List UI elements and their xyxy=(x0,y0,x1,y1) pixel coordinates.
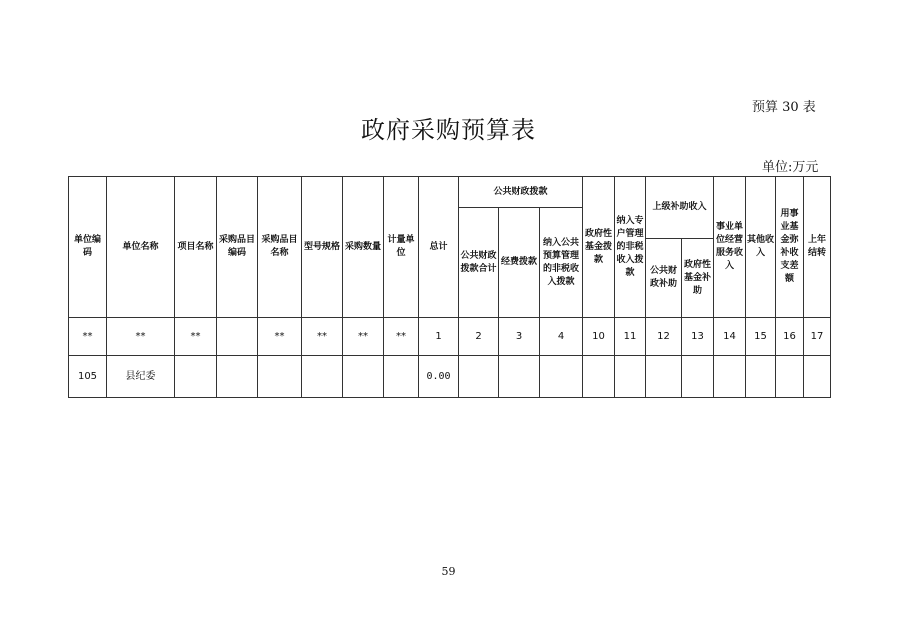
cell-other-income xyxy=(746,356,776,398)
col-item-name: 采购品目名称 xyxy=(258,177,302,318)
cell-measure-unit xyxy=(384,356,419,398)
cell-unit-name: 县纪委 xyxy=(107,356,175,398)
col-gov-fund-subsidy: 政府性基金补助 xyxy=(682,239,714,318)
col-group-public-finance: 公共财政拨款 xyxy=(459,177,583,208)
cell-public-finance-total xyxy=(459,356,499,398)
index-cell: 13 xyxy=(682,318,714,356)
cell-public-finance-subsidy xyxy=(646,356,682,398)
col-unit-code: 单位编码 xyxy=(69,177,107,318)
cell-non-tax-income xyxy=(540,356,583,398)
index-cell: 2 xyxy=(459,318,499,356)
col-business-fund-deficit: 用事业基金弥补收支差额 xyxy=(776,177,804,318)
index-cell: 4 xyxy=(540,318,583,356)
col-business-service-income: 事业单位经营服务收入 xyxy=(714,177,746,318)
cell-business-fund-deficit xyxy=(776,356,804,398)
index-cell: ** xyxy=(69,318,107,356)
cell-model-spec xyxy=(302,356,343,398)
index-cell: 15 xyxy=(746,318,776,356)
index-cell: ** xyxy=(384,318,419,356)
column-index-row xyxy=(69,318,831,356)
col-group-superior-subsidy: 上级补助收入 xyxy=(646,177,714,239)
col-public-finance-total: 公共财政拨款合计 xyxy=(459,208,499,318)
col-non-tax-income: 纳入公共预算管理的非税收入拨款 xyxy=(540,208,583,318)
col-total: 总计 xyxy=(419,177,459,318)
index-cell: ** xyxy=(258,318,302,356)
cell-total: 0.00 xyxy=(419,356,459,398)
index-cell: 10 xyxy=(583,318,615,356)
index-cell: ** xyxy=(107,318,175,356)
index-cell: 14 xyxy=(714,318,746,356)
col-gov-fund: 政府性基金拨款 xyxy=(583,177,615,318)
index-cell: 3 xyxy=(499,318,540,356)
cell-gov-fund xyxy=(583,356,615,398)
procurement-budget-table xyxy=(68,176,831,398)
index-cell xyxy=(217,318,258,356)
table-number: 预算 30 表 xyxy=(752,100,816,115)
cell-quantity xyxy=(343,356,384,398)
index-cell: 16 xyxy=(776,318,804,356)
col-funding-allocation: 经费拨款 xyxy=(499,208,540,318)
col-model-spec: 型号规格 xyxy=(302,177,343,318)
cell-funding-allocation xyxy=(499,356,540,398)
cell-item-name xyxy=(258,356,302,398)
cell-business-service-income xyxy=(714,356,746,398)
cell-item-catalog-code xyxy=(217,356,258,398)
col-measure-unit: 计量单位 xyxy=(384,177,419,318)
col-carryover: 上年结转 xyxy=(804,177,831,318)
cell-special-account-non-tax xyxy=(615,356,646,398)
col-special-account-non-tax: 纳入专户管理的非税收入拨款 xyxy=(615,177,646,318)
col-quantity: 采购数量 xyxy=(343,177,384,318)
page-title: 政府采购预算表 xyxy=(361,116,536,144)
table-row xyxy=(69,356,831,398)
index-cell: 1 xyxy=(419,318,459,356)
page-number: 59 xyxy=(441,565,456,578)
col-other-income: 其他收入 xyxy=(746,177,776,318)
index-cell: ** xyxy=(175,318,217,356)
cell-project-name xyxy=(175,356,217,398)
cell-gov-fund-subsidy xyxy=(682,356,714,398)
index-cell: ** xyxy=(343,318,384,356)
col-project-name: 项目名称 xyxy=(175,177,217,318)
cell-unit-code: 105 xyxy=(69,356,107,398)
col-item-catalog-code: 采购品目编码 xyxy=(217,177,258,318)
col-public-finance-subsidy: 公共财政补助 xyxy=(646,239,682,318)
index-cell: 11 xyxy=(615,318,646,356)
cell-carryover xyxy=(804,356,831,398)
col-unit-name: 单位名称 xyxy=(107,177,175,318)
index-cell: 17 xyxy=(804,318,831,356)
index-cell: ** xyxy=(302,318,343,356)
unit-label: 单位:万元 xyxy=(762,160,819,175)
index-cell: 12 xyxy=(646,318,682,356)
